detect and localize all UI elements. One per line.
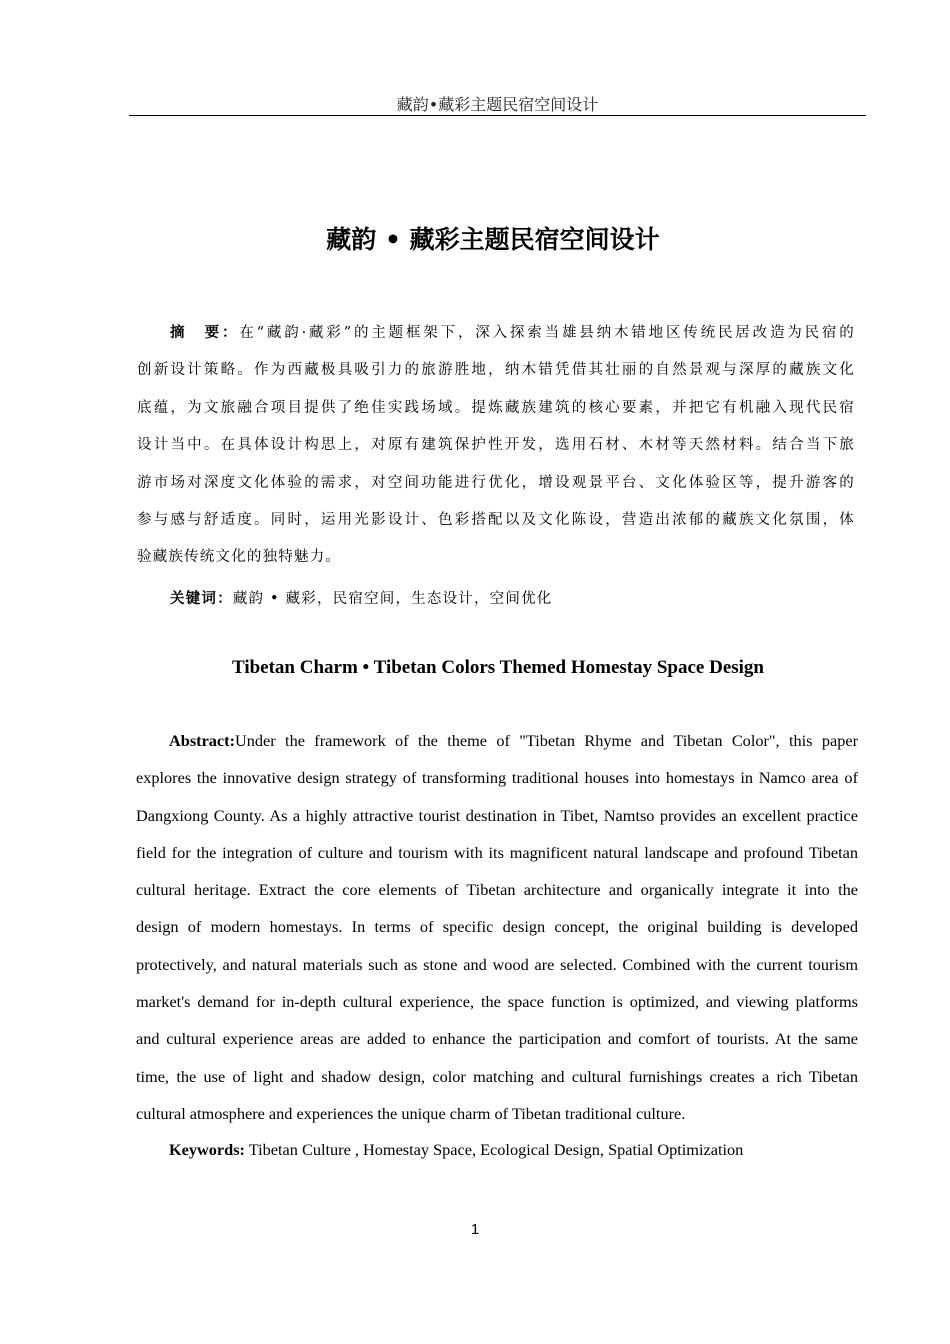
abstract-cn-line: 底蕴，为文旅融合项目提供了绝佳实践场域。提炼藏族建筑的核心要素，并把它有机融入现代民宿 [137,399,855,416]
abstract-en-label: Abstract: [169,731,236,750]
abstract-english [136,729,858,1139]
running-header: 藏韵•藏彩主题民宿空间设计 [396,95,599,114]
abstract-cn-line: 验藏族传统文化的独特魅力。 [137,549,342,566]
abstract-en-line: time, the use of light and shadow design, color matching and cultural furnishings creates a rich Tibetan [136,1066,858,1086]
page-number: 1 [470,1221,480,1238]
abstract-en-line: cultural heritage. Extract the core elements of Tibetan architecture and organically integrate it into the [136,880,858,900]
abstract-en-line: explores the innovative design strategy of transforming traditional houses into homestays in Namco area of [136,768,858,788]
abstract-cn-label: 摘 要： [170,325,240,341]
abstract-en-line: Abstract:Under the framework of the theme of "Tibetan Rhyme and Tibetan Color", this paper [169,731,858,750]
abstract-chinese [137,320,855,582]
keywords-cn-label: 关键词： [170,591,233,607]
abstract-cn-line: 摘 要：在“藏韵·藏彩”的主题框架下，深入探索当雄县纳木错地区传统民居改造为民宿的 [170,325,855,341]
abstract-en-line: protectively, and natural materials such as stone and wood are selected. Combined with the current tourism [136,954,858,974]
title-english: Tibetan Charm • Tibetan Colors Themed Homestay Space Design [232,657,764,678]
keywords-en-text: Tibetan Culture , Homestay Space, Ecological Design, Spatial Optimization [244,1140,744,1159]
keywords-en-label: Keywords: [169,1140,245,1159]
abstract-en-line: Dangxiong County. As a highly attractive tourist destination in Tibet, Namtso provides an excellent practice [136,805,858,825]
abstract-en-line: field for the integration of culture and tourism with its magnificent natural landscape and profound Tibetan [136,842,858,862]
abstract-cn-line: 游市场对深度文化体验的需求，对空间功能进行优化，增设观景平台、文化体验区等，提升游客的 [137,474,855,491]
keywords-english [169,1138,743,1162]
abstract-cn-line: 创新设计策略。作为西藏极具吸引力的旅游胜地，纳木错凭借其壮丽的自然景观与深厚的藏族文化 [137,362,855,379]
abstract-cn-line: 参与感与舒适度。同时，运用光影设计、色彩搭配以及文化陈设，营造出浓郁的藏族文化氛围，体 [137,511,855,528]
abstract-en-line: design of modern homestays. In terms of specific design concept, the original building is developed [136,917,858,937]
keywords-cn-text: 藏韵 • 藏彩，民宿空间，生态设计，空间优化 [232,591,553,607]
header-rule [129,115,866,116]
abstract-en-line: market's demand for in-depth cultural experience, the space function is optimized, and viewing platforms [136,992,858,1012]
abstract-en-line: and cultural experience areas are added to enhance the participation and comfort of tourists. At the same [136,1029,858,1049]
abstract-cn-line: 设计当中。在具体设计构思上，对原有建筑保护性开发，选用石材、木材等天然材料。结合当下旅 [137,437,855,454]
title-chinese: 藏韵 • 藏彩主题民宿空间设计 [326,225,660,254]
keywords-chinese [170,586,552,612]
abstract-en-line: cultural atmosphere and experiences the unique charm of Tibetan traditional culture. [136,1103,686,1123]
